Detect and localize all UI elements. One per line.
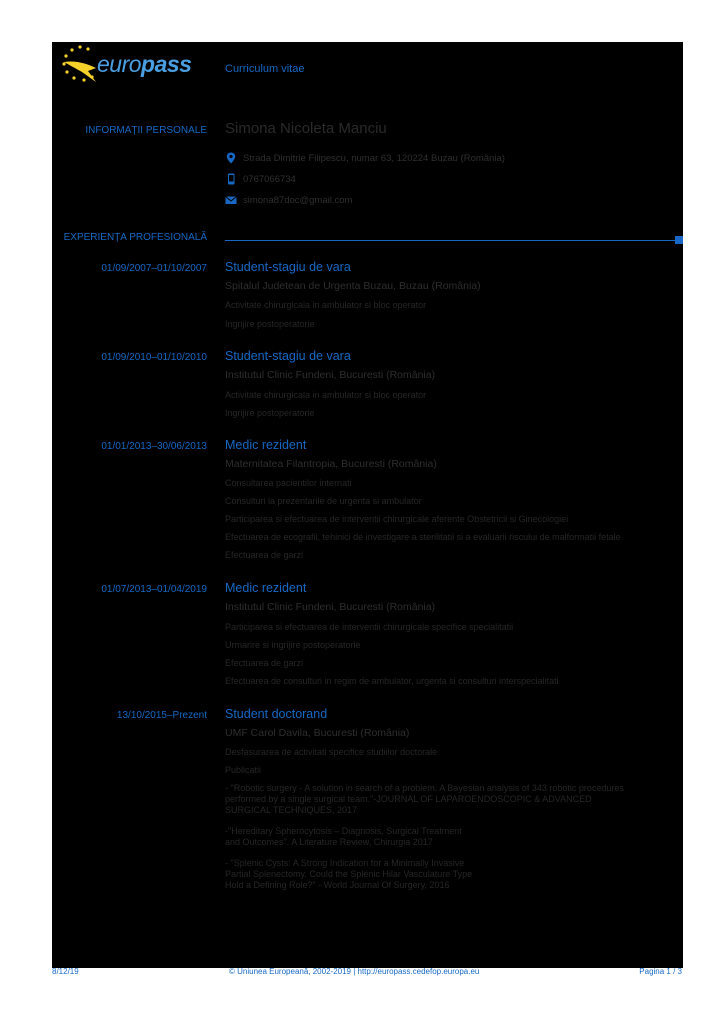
section-divider bbox=[225, 240, 677, 241]
entry-line: Consulturi la prezentarile de urgenta si ambulator bbox=[225, 496, 422, 506]
email-link[interactable]: simona87doc@gmail.com bbox=[243, 195, 353, 206]
mobile-phone-icon bbox=[225, 173, 237, 185]
entry-line: Efectuarea de garzi bbox=[225, 658, 304, 668]
location-pin-icon bbox=[225, 152, 237, 164]
entry-title: Student doctorand bbox=[225, 707, 328, 721]
entry-employer: UMF Carol Davila, Bucuresti (România) bbox=[225, 727, 410, 739]
section-divider-marker bbox=[675, 236, 683, 244]
entry-line: Publicatii bbox=[225, 765, 262, 775]
entry-line: Consultarea pacientilor internati bbox=[225, 478, 352, 488]
entry-line: Ingrijire postoperatorie bbox=[225, 408, 315, 418]
entry-date: 13/10/2015–Prezent bbox=[116, 710, 207, 721]
phone-text: 0767066734 bbox=[243, 174, 296, 185]
publication-item: -"Hereditary Spherocytosis – Diagnosis, Surgical Treatment and Outcomes". A Literature Review, Chirurgia 2017 bbox=[225, 826, 462, 847]
footer-date: 8/12/19 bbox=[52, 967, 79, 976]
entry-line: Activitate chirurgicala in ambulator si bloc operator bbox=[225, 390, 427, 400]
footer-page-number: Pagina 1 / 3 bbox=[639, 967, 682, 976]
entry-line: Efectuarea de garzi bbox=[225, 550, 304, 560]
entry-title: Student-stagiu de vara bbox=[225, 260, 351, 274]
entry-title: Medic rezident bbox=[225, 438, 307, 452]
publication-item: - "Splenic Cysts: A Strong Indication for a Minimally Invasive Partial Splenectomy. Could the Splenic Hilar Vasculature Type Hold a Defining Role?" - World Journal Of Surgery, 2016 bbox=[225, 858, 473, 890]
entry-line: Participarea si efectuarea de interventii chirurgicale specifice specialitatii bbox=[225, 622, 514, 632]
entry-title: Medic rezident bbox=[225, 581, 307, 595]
entry-line: Activitate chirurgicala in ambulator si bloc operator bbox=[225, 300, 427, 310]
entry-employer: Institutul Clinic Fundeni, Bucuresti (România) bbox=[225, 369, 436, 381]
entry-date: 01/07/2013–01/04/2019 bbox=[101, 584, 207, 595]
entry-employer: Spitalul Judetean de Urgenta Buzau, Buzau (România) bbox=[225, 280, 481, 292]
address-text: Strada Dimitrie Filipescu, numar 63, 120224 Buzau (România) bbox=[243, 153, 505, 164]
entry-date: 01/09/2010–01/10/2010 bbox=[101, 352, 207, 363]
entry-title: Student-stagiu de vara bbox=[225, 349, 351, 363]
entry-line: Desfasurarea de activitati specifice studiilor doctorale bbox=[225, 747, 438, 757]
footer-copyright-link[interactable]: © Uniunea Europeană, 2002-2019 | http://europass.cedefop.europa.eu bbox=[229, 967, 480, 976]
entry-line: Efectuarea de ecografii, tehinici de investigare a sterilitatii si a evaluarii riscului de malformatii fetale bbox=[225, 532, 621, 542]
experience-label: EXPERIENȚA PROFESIONALĂ bbox=[63, 232, 207, 243]
entry-line: Participarea si efectuarea de interventii chirurgicale aferente Obstetricii si Ginecologiei bbox=[225, 514, 569, 524]
envelope-icon bbox=[225, 194, 237, 206]
entry-line: Ingrijire postoperatorie bbox=[225, 319, 315, 329]
personal-info-label: INFORMAȚII PERSONALE bbox=[85, 125, 207, 136]
logo-wordmark: europass bbox=[97, 51, 192, 77]
entry-employer: Maternitatea Filantropia, Bucuresti (România) bbox=[225, 458, 437, 470]
publication-item: - "Robotic surgery - A solution in search of a problem. A Bayesian analysis of 343 robotic procedures performed by a single surgical team."-JOURNAL OF LAPAROENDOSCOPIC & ADVANCED SURGICAL TECHNIQUES, 2017 bbox=[225, 783, 624, 815]
entry-line: Urmarire si ingrijire postoperatorie bbox=[225, 640, 361, 650]
entry-employer: Institutul Clinic Fundeni, Bucuresti (România) bbox=[225, 601, 436, 613]
entry-line: Efectuarea de consulturi in regim de ambulator, urgenta si consulturi interspecialitati bbox=[225, 676, 559, 686]
document-title: Curriculum vitae bbox=[225, 63, 305, 75]
full-name: Simona Nicoleta Manciu bbox=[225, 120, 387, 137]
entry-date: 01/01/2013–30/06/2013 bbox=[101, 441, 207, 452]
entry-date: 01/09/2007–01/10/2007 bbox=[101, 263, 207, 274]
